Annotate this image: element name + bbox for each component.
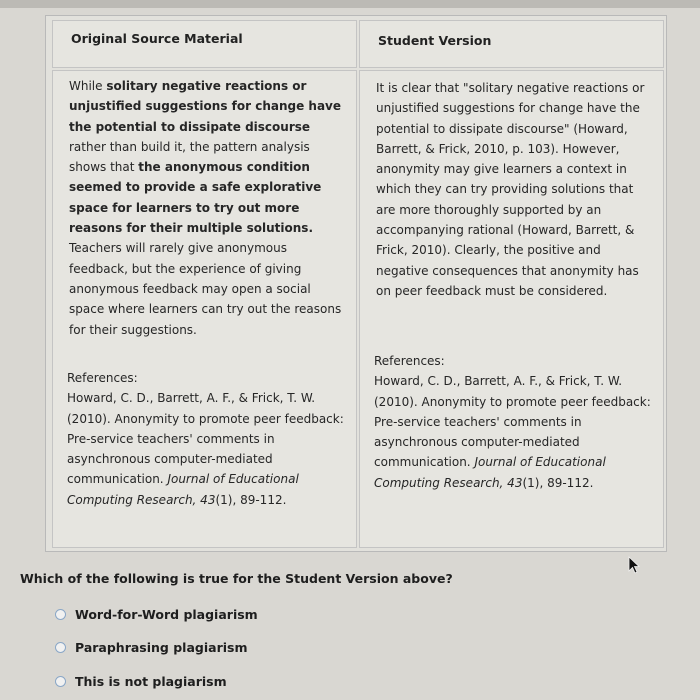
header-original-label: Original Source Material	[71, 31, 243, 46]
mouse-cursor-icon	[628, 556, 642, 576]
question-text: Which of the following is true for the Student Version above?	[20, 571, 453, 586]
original-seg-1: solitary negative reactions or unjustified suggestions for change have the potential to dissipate discourse	[69, 79, 342, 134]
student-paragraph: It is clear that "solitary negative reactions or unjustified suggestions for change have the potential to dissipate discourse" (Howard, Barrett, & Frick, 2010, p. 103). However, anonymity may give learners a context in which they can try providing solutions that are more thoroughly supported by an accompanying rational (Howard, Barrett, & Frick, 2010). Clearly, the positive and negative consequences that anonymity has on peer feedback must be considered.	[376, 81, 645, 298]
original-seg-2: rather than build it, the pattern analysis shows that	[69, 139, 310, 175]
original-seg-0: While	[69, 79, 107, 93]
original-cell	[52, 70, 357, 548]
option-word-for-word[interactable]	[55, 604, 258, 624]
original-paragraph	[69, 76, 347, 340]
student-reference-text: Howard, C. D., Barrett, A. F., & Frick, T. W. (2010). Anonymity to promote peer feedback: Pre-service teachers' comments in asynchronous computer-mediated communication.	[374, 374, 651, 470]
radio-icon[interactable]	[55, 676, 66, 687]
student-reference-journal: Journal of Educational Computing Research, 43	[374, 455, 606, 490]
original-reference-end: (1), 89-112.	[215, 492, 287, 507]
student-reference-entry	[374, 371, 654, 493]
student-cell	[359, 70, 664, 548]
student-references-label: References:	[374, 354, 445, 368]
original-seg-4: Teachers will rarely give anonymous feedback, but the experience of giving anonymous feedback may open a social space where learners can try out the reasons for their suggestions.	[69, 241, 342, 337]
header-original	[52, 20, 357, 68]
header-student	[359, 20, 664, 68]
option-not-plagiarism[interactable]	[55, 671, 227, 691]
original-references-label: References:	[67, 371, 138, 385]
original-reference-text: Howard, C. D., Barrett, A. F., & Frick, T. W. (2010). Anonymity to promote peer feedback: Pre-service teachers' comments in asynchronous computer-mediated communication.	[67, 391, 344, 487]
student-reference-end: (1), 89-112.	[522, 475, 594, 490]
option-label[interactable]: This is not plagiarism	[75, 673, 227, 689]
original-reference-journal: Journal of Educational Computing Research, 43	[67, 472, 299, 507]
radio-icon[interactable]	[55, 609, 66, 620]
student-references	[374, 351, 654, 493]
original-reference-entry	[67, 388, 347, 510]
top-bar	[0, 0, 700, 8]
header-student-label: Student Version	[378, 33, 492, 48]
option-label[interactable]: Paraphrasing plagiarism	[75, 639, 248, 655]
option-label[interactable]: Word-for-Word plagiarism	[75, 606, 258, 622]
comparison-table	[45, 15, 667, 552]
radio-icon[interactable]	[55, 642, 66, 653]
option-paraphrasing[interactable]	[55, 637, 247, 657]
original-seg-3: the anonymous condition seemed to provide a safe explorative space for learners to try out more reasons for their multiple solutions.	[69, 160, 322, 236]
original-references	[67, 368, 347, 510]
